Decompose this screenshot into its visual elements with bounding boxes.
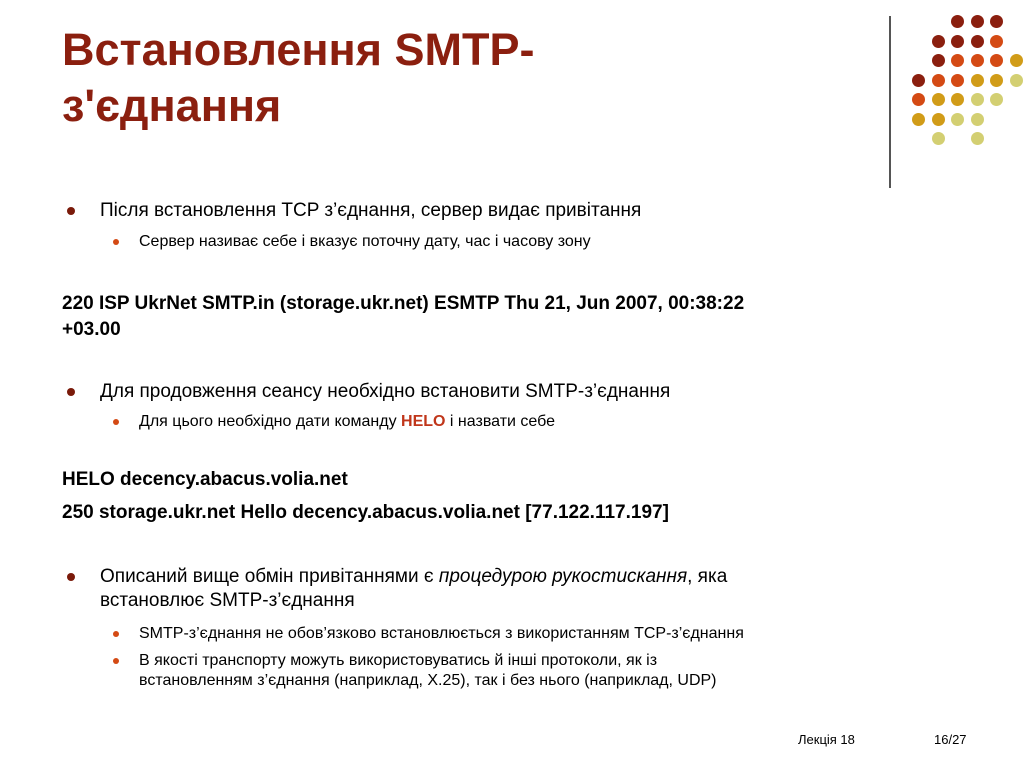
- decorative-dot: [912, 113, 925, 126]
- decorative-dot: [990, 35, 1003, 48]
- decorative-dot: [912, 74, 925, 87]
- bullet-text-part: встановлює SMTP-з’єднання: [100, 590, 355, 611]
- decorative-dot: [951, 35, 964, 48]
- decorative-dot: [951, 74, 964, 87]
- bullet-text: Після встановлення TCP з’єднання, сервер видає привітання: [100, 200, 642, 221]
- bullet-text-part: , яка: [687, 566, 728, 587]
- slide-title: [62, 22, 862, 134]
- sub-bullet-item: [139, 651, 717, 691]
- decorative-dot: [932, 93, 945, 106]
- decorative-dot: [951, 113, 964, 126]
- decorative-dot: [932, 54, 945, 67]
- sub-bullet-text: SMTP-з’єднання не обов’язково встановлюється з використанням TCP-з’єднання: [139, 625, 744, 642]
- decorative-vertical-line: [889, 16, 891, 188]
- helo-command-highlight: HELO: [401, 413, 446, 430]
- decorative-dot: [1010, 74, 1023, 87]
- decorative-dot: [990, 74, 1003, 87]
- decorative-dot: [971, 113, 984, 126]
- decorative-dot: [932, 35, 945, 48]
- decorative-dot: [971, 93, 984, 106]
- decorative-dot: [971, 54, 984, 67]
- sub-bullet-item: [139, 232, 591, 252]
- decorative-dot: [990, 15, 1003, 28]
- smtp-response-text: +03.00: [62, 319, 121, 340]
- smtp-response-continuation: [62, 318, 121, 342]
- decorative-dot: [951, 15, 964, 28]
- decorative-dot: [932, 113, 945, 126]
- decorative-dot: [1010, 54, 1023, 67]
- sub-bullet-item: [139, 412, 555, 432]
- footer-page-number: 16/27: [934, 732, 967, 747]
- decorative-dot: [990, 93, 1003, 106]
- decorative-dot: [971, 15, 984, 28]
- sub-bullet-text: Сервер називає себе і вказує поточну дату, час і часову зону: [139, 233, 591, 250]
- decorative-dot: [990, 54, 1003, 67]
- bullet-text: Для продовження сеансу необхідно встановити SMTP-з’єднання: [100, 381, 671, 402]
- decorative-dot: [932, 74, 945, 87]
- decorative-dot: [951, 93, 964, 106]
- bullet-text-emphasis: процедурою рукостискання: [438, 566, 688, 587]
- decorative-dot: [912, 93, 925, 106]
- bullet-text-part: Описаний вище обмін привітаннями є: [100, 566, 439, 587]
- smtp-response-text: 220 ISP UkrNet SMTP.in (storage.ukr.net) ESMTP Thu 21, Jun 2007, 00:38:22: [62, 293, 745, 314]
- sub-bullet-text: встановленням з’єднання (наприклад, X.25), так і без нього (наприклад, UDP): [139, 672, 717, 689]
- bullet-item: [100, 565, 727, 613]
- smtp-command-line: [62, 468, 348, 492]
- slide-title-line-2: з'єднання: [62, 80, 282, 131]
- smtp-response-line: [62, 292, 744, 316]
- sub-bullet-item: [139, 624, 744, 644]
- footer-lecture-label: Лекція 18: [798, 732, 855, 747]
- sub-bullet-text-part: Для цього необхідно дати команду: [139, 413, 402, 430]
- bullet-item: [100, 199, 641, 223]
- sub-bullet-text-part: і назвати себе: [445, 413, 555, 430]
- decorative-dot: [932, 132, 945, 145]
- decorative-dot: [951, 54, 964, 67]
- smtp-response-line: [62, 501, 669, 525]
- smtp-command-text: HELO decency.abacus.volia.net: [62, 469, 348, 490]
- decorative-dot: [971, 35, 984, 48]
- sub-bullet-text: В якості транспорту можуть використовуватись й інші протоколи, як із: [139, 652, 658, 669]
- smtp-response-text: 250 storage.ukr.net Hello decency.abacus.volia.net [77.122.117.197]: [62, 502, 669, 523]
- bullet-item: [100, 380, 670, 404]
- decorative-dot: [971, 74, 984, 87]
- decorative-dot: [971, 132, 984, 145]
- slide-title-line-1: Встановлення SMTP-: [62, 24, 535, 75]
